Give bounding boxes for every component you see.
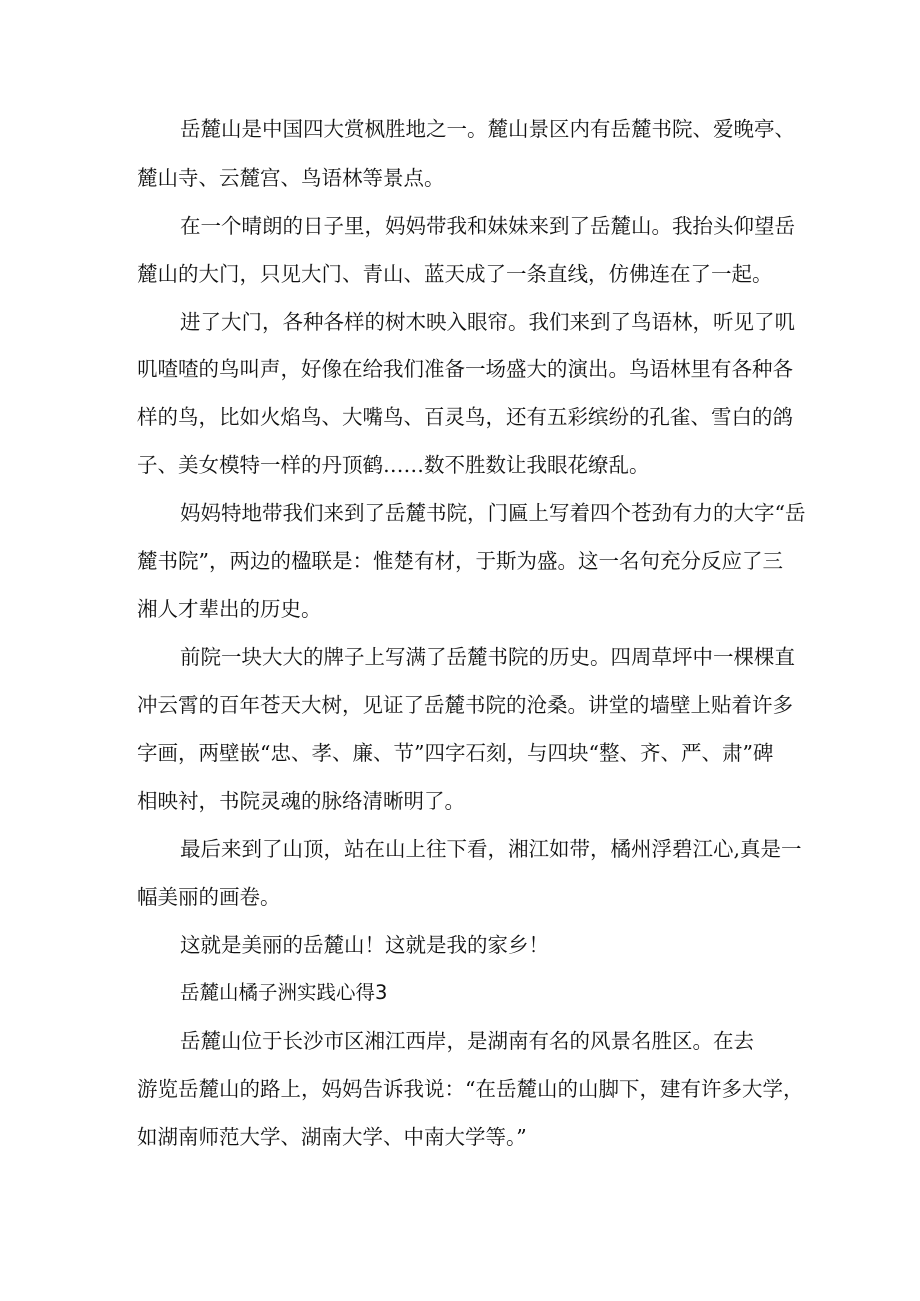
paragraph-5-line-4: 相映衬，书院灵魂的脉络清晰明了。 [137,789,465,813]
paragraph-4-line-3: 湘人才辈出的历史。 [137,597,322,621]
paragraph-6-line-2: 幅美丽的画卷。 [137,885,281,909]
paragraph-8-line-2: 游览岳麓山的路上，妈妈告诉我说：“在岳麓山的山脚下，建有许多大学， [137,1077,804,1101]
paragraph-4-line-1: 妈妈特地带我们来到了岳麓书院，门匾上写着四个苍劲有力的大字“岳 [180,501,806,525]
paragraph-5-line-2: 冲云霄的百年苍天大树，见证了岳麓书院的沧桑。讲堂的墙壁上贴着许多 [137,693,793,717]
paragraph-6-line-1: 最后来到了山顶，站在山上往下看，湘江如带，橘州浮碧江心,真是一 [180,837,802,861]
paragraph-3-line-4: 子、美女模特一样的丹顶鹤……数不胜数让我眼花缭乱。 [137,453,650,477]
paragraph-5-line-1: 前院一块大大的牌子上写满了岳麓书院的历史。四周草坪中一棵棵直 [180,645,795,669]
paragraph-5-line-3: 字画，两壁嵌“忠、孝、廉、节”四字石刻，与四块“整、齐、严、肃”碑 [137,741,774,765]
paragraph-1-line-1: 岳麓山是中国四大赏枫胜地之一。麓山景区内有岳麓书院、爱晚亭、 [180,117,795,141]
paragraph-4-line-2: 麓书院”，两边的楹联是：惟楚有材，于斯为盛。这一名句充分反应了三 [137,549,783,573]
paragraph-2-line-1: 在一个晴朗的日子里，妈妈带我和妹妹来到了岳麓山。我抬头仰望岳 [180,214,795,238]
paragraph-3-line-1: 进了大门，各种各样的树木映入眼帘。我们来到了鸟语林，听见了叽 [180,310,795,334]
paragraph-3-line-2: 叽喳喳的鸟叫声，好像在给我们准备一场盛大的演出。鸟语林里有各种各 [137,357,793,381]
paragraph-8-line-3: 如湖南师范大学、湖南大学、中南大学等。” [137,1125,527,1149]
paragraph-3-line-3: 样的鸟，比如火焰鸟、大嘴鸟、百灵鸟，还有五彩缤纷的孔雀、雪白的鸽 [137,405,793,429]
paragraph-8-line-1: 岳麓山位于长沙市区湘江西岸，是湖南有名的风景名胜区。在去 [180,1029,754,1053]
section-heading: 岳麓山橘子洲实践心得3 [180,981,388,1004]
paragraph-7-line-1: 这就是美丽的岳麓山！这就是我的家乡！ [180,933,549,957]
paragraph-2-line-2: 麓山的大门，只见大门、青山、蓝天成了一条直线，仿佛连在了一起。 [137,262,773,286]
paragraph-1-line-2: 麓山寺、云麓宫、鸟语林等景点。 [137,166,445,190]
